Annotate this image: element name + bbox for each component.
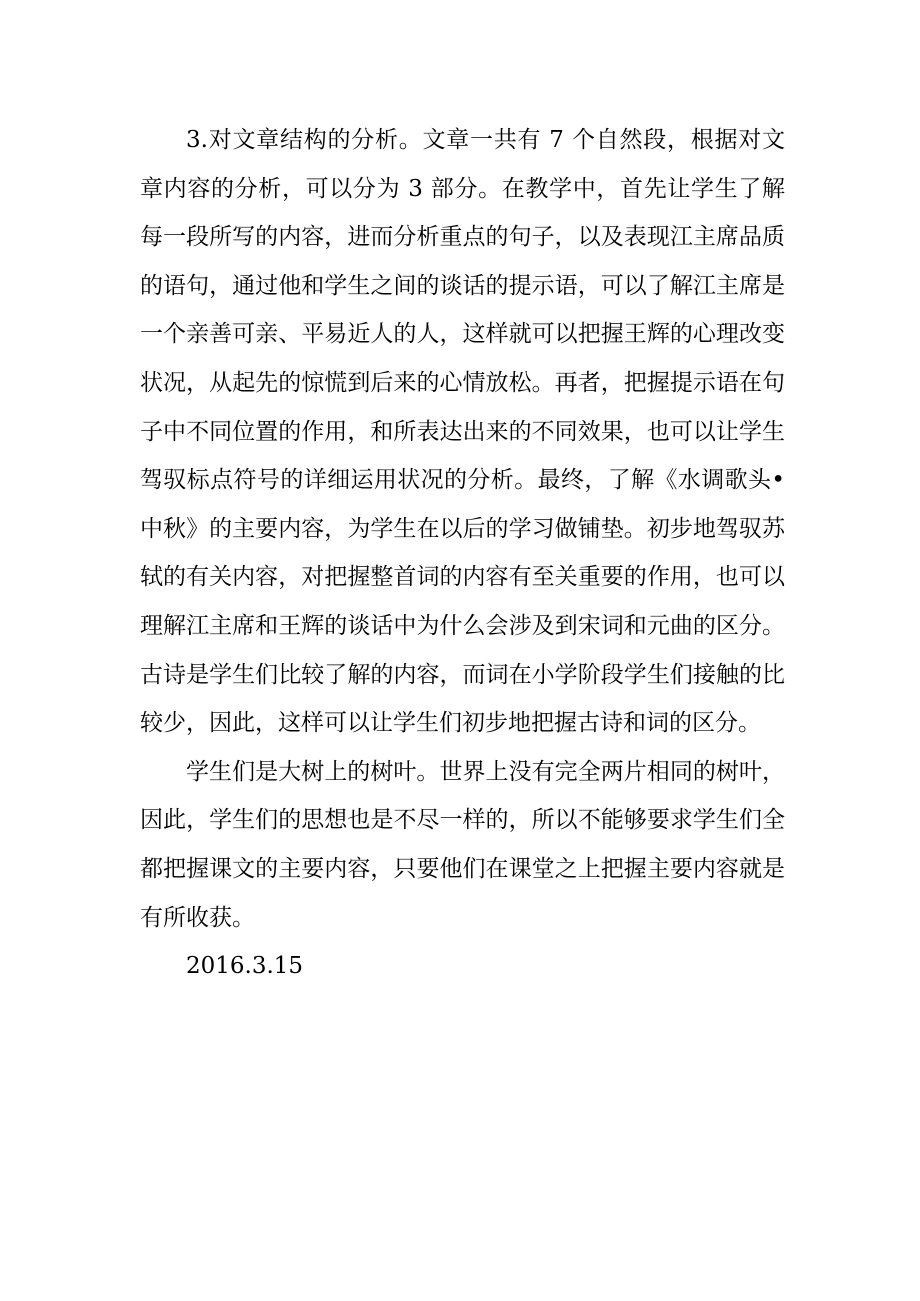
document-body (140, 116, 785, 991)
paragraph-leaves-metaphor: 学生们是大树上的树叶。世界上没有完全两片相同的树叶，因此，学生们的思想也是不尽一样的，所以不能够要求学生们全都把握课文的主要内容，只要他们在课堂之上把握主要内容就是有所收获。 (140, 758, 785, 931)
document-date: 2016.3.15 (186, 953, 304, 980)
paragraph-structure-analysis: 3.对文章结构的分析。文章一共有 7 个自然段，根据对文章内容的分析，可以分为 3 部分。在教学中，首先让学生了解每一段所写的内容，进而分析重点的句子，以及表现江主席品质的语句，通过他和学生之间的谈话的提示语，可以了解江主席是一个亲善可亲、平易近人的人，这样就可以把握王辉的心理改变状况，从起先的惊慌到后来的心情放松。再者，把握提示语在句子中不同位置的作用，和所表达出来的不同效果，也可以让学生驾驭标点符号的详细运用状况的分析。最终，了解《水调歌头•中秋》的主要内容，为学生在以后的学习做铺垫。初步地驾驭苏轼的有关内容，对把握整首词的内容有至关重要的作用，也可以理解江主席和王辉的谈话中为什么会涉及到宋词和元曲的区分。古诗是学生们比较了解的内容，而词在小学阶段学生们接触的比较少，因此，这样可以让学生们初步地把握古诗和词的区分。 (140, 127, 785, 737)
